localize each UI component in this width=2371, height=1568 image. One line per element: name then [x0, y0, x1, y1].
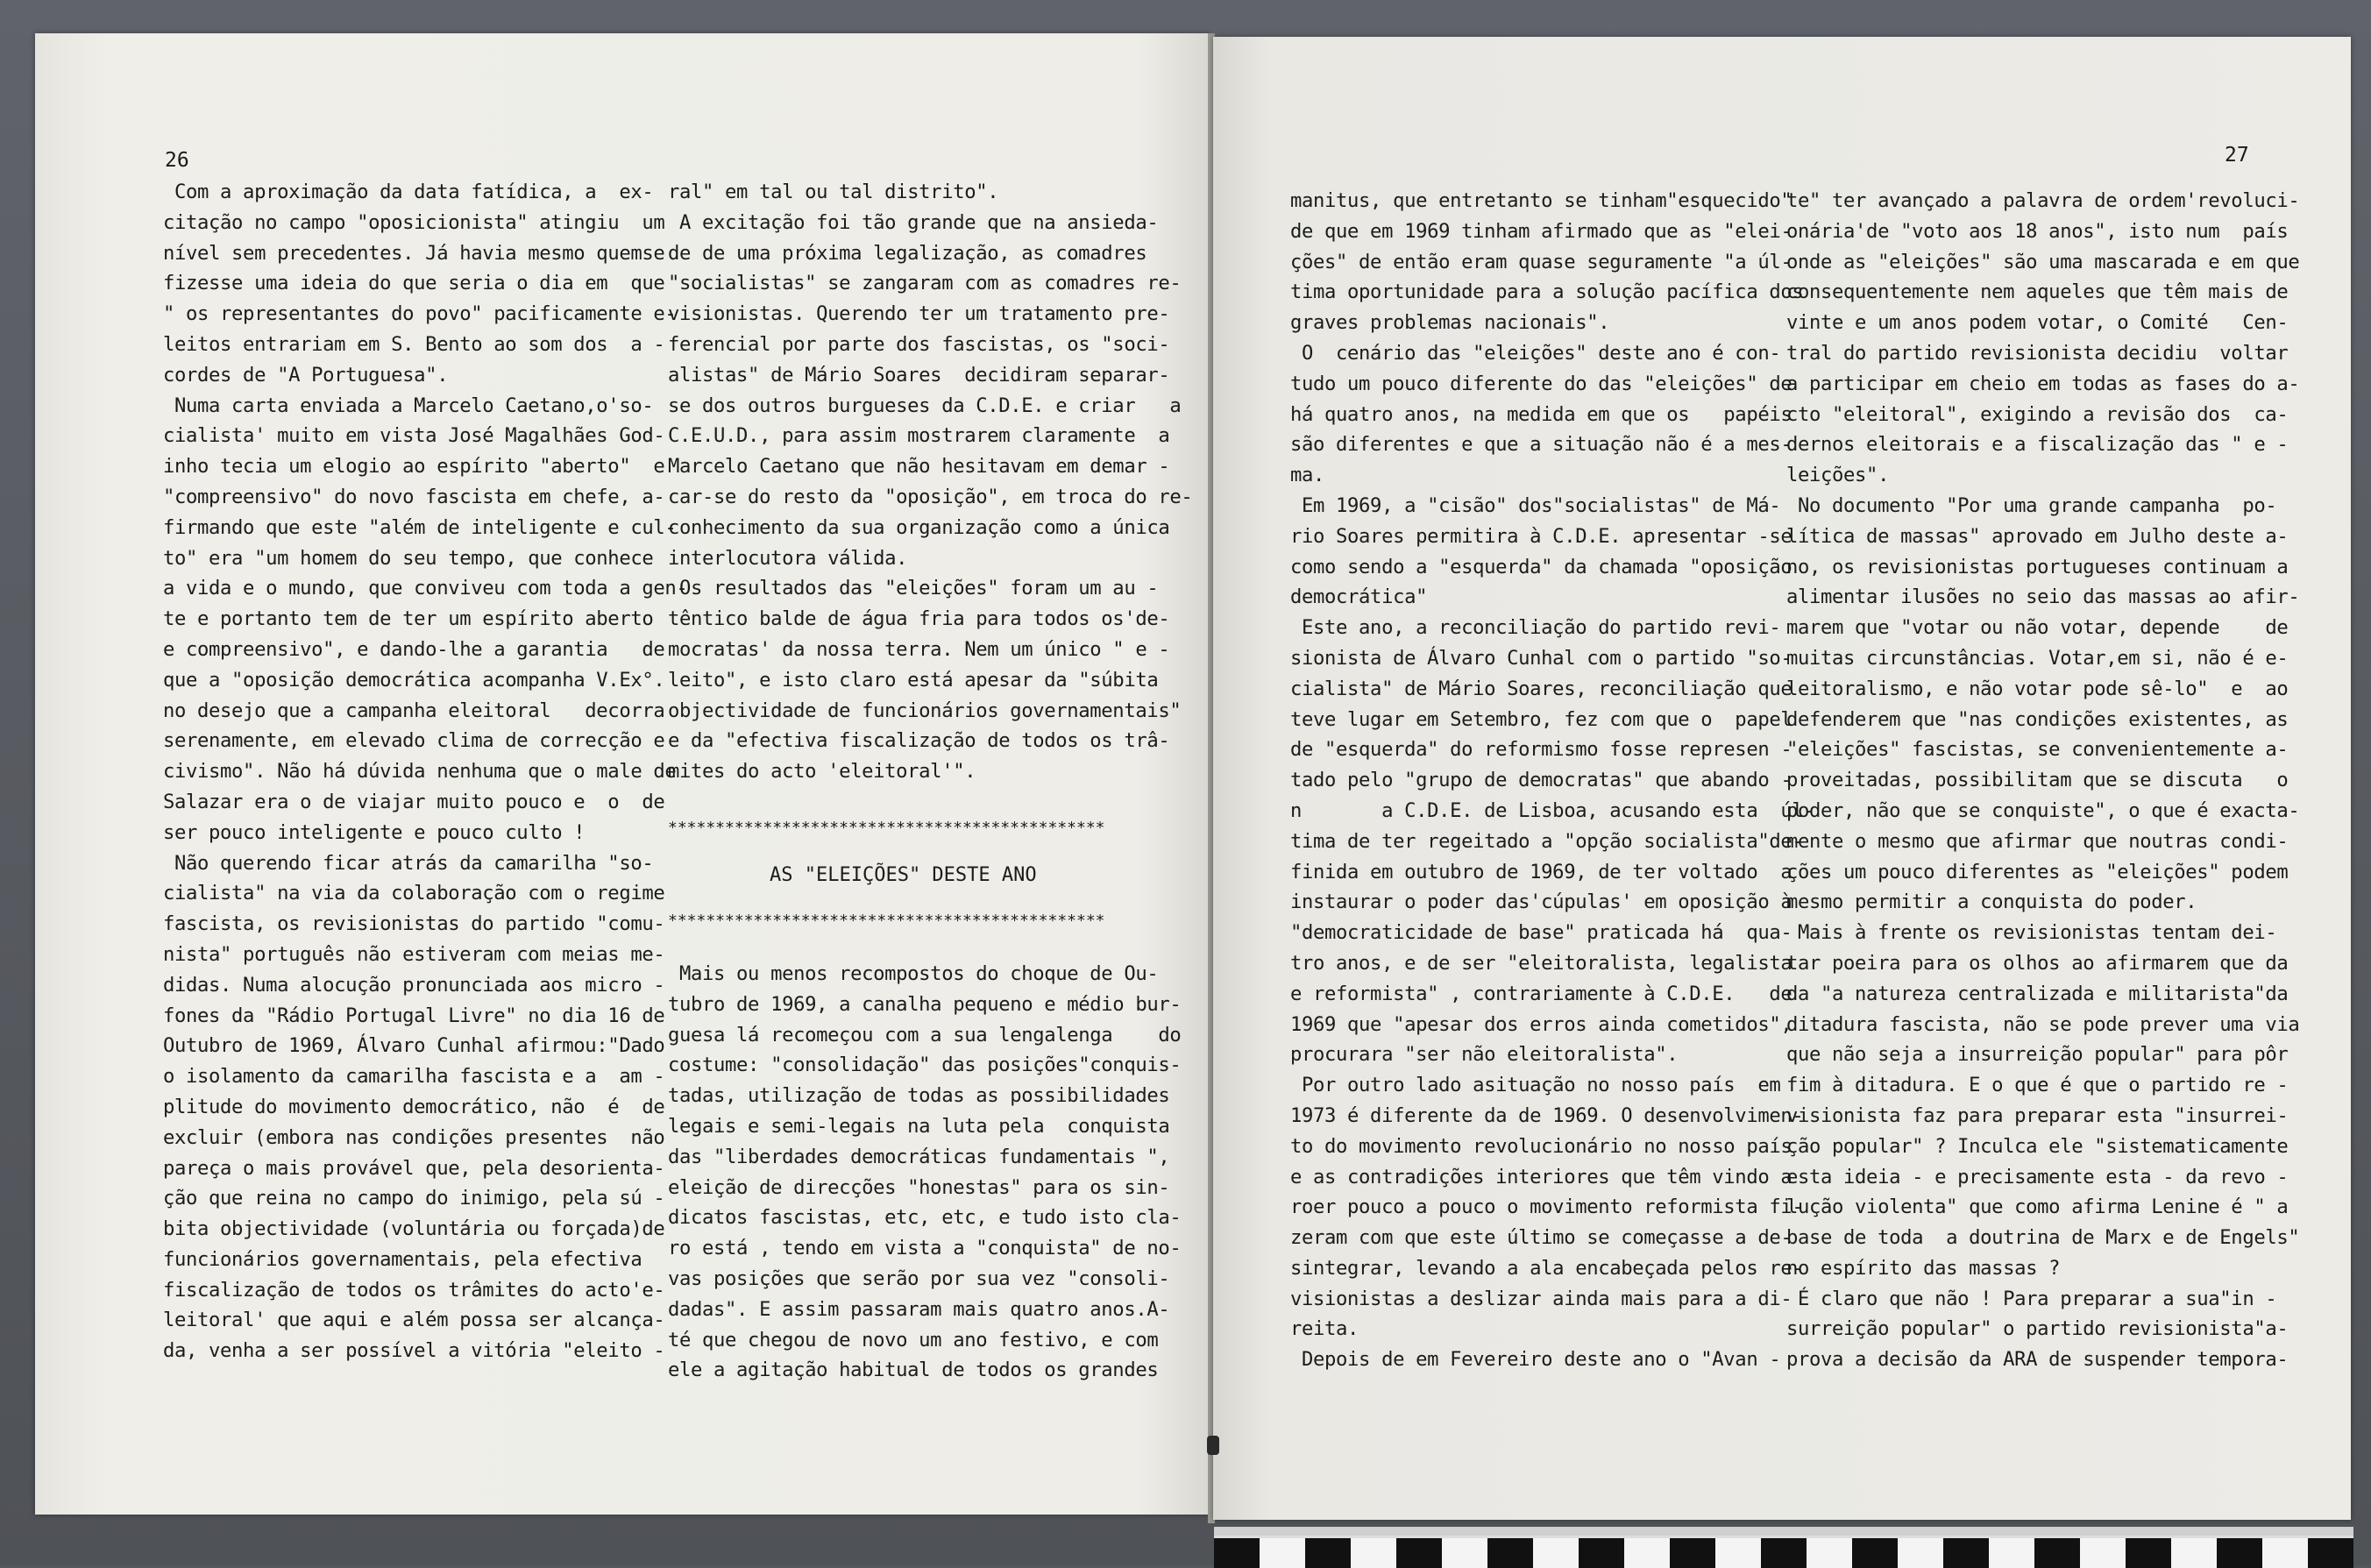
text-line: guesa lá recomeçou com a sua lengalenga do: [668, 1023, 1182, 1047]
text-line: Este ano, a reconciliação do partido revi-: [1290, 616, 1781, 640]
text-line: mente o mesmo que afirmar que noutras condi-: [1786, 829, 2289, 853]
text-line: to" era "um homem do seu tempo, que conhece: [163, 546, 654, 570]
text-line: Mais à frente os revisionistas tentam dei-: [1786, 921, 2277, 945]
text-line: tar poeira para os olhos ao afirmarem que da: [1786, 951, 2289, 975]
text-line: roer pouco a pouco o movimento reformista fi-: [1290, 1196, 1804, 1219]
section-title: AS "ELEIÇÕES" DESTE ANO: [770, 864, 1037, 886]
text-line: consequentemente nem aqueles que têm mais de: [1786, 280, 2289, 304]
text-line: te e portanto tem de ter um espírito aberto: [163, 607, 654, 631]
text-line: O cenário das "eleições" deste ano é con-: [1290, 341, 1781, 365]
text-line: "eleições" fascistas, se convenientemente a-: [1786, 738, 2289, 762]
text-line: onde as "eleições" são uma mascarada e em que: [1786, 250, 2300, 273]
text-line: leições".: [1786, 464, 1890, 487]
text-line: dernos eleitorais e a fiscalização das " e -: [1786, 433, 2289, 457]
text-line: leitos entrariam em S. Bento ao som dos a -: [163, 332, 665, 356]
text-line: Por outro lado asituação no nosso país em: [1290, 1074, 1781, 1097]
text-line: 1973 é diferente da de 1969. O desenvolvimen-: [1290, 1103, 1804, 1127]
text-line: leitoralismo, e não votar pode sê-lo" e ao: [1786, 677, 2289, 700]
text-line: ções um pouco diferentes as "eleições" podem: [1786, 860, 2289, 883]
text-line: "socialistas" se zangaram com as comadres re-: [668, 272, 1182, 295]
text-line: Os resultados das "eleições" foram um au -: [668, 577, 1159, 600]
scale-bar: [1214, 1536, 2353, 1568]
text-line: cialista" de Mário Soares, reconciliação que: [1290, 677, 1792, 700]
text-line: graves problemas nacionais".: [1290, 311, 1610, 335]
text-line: nista" português não estiveram com meias me-: [163, 942, 665, 966]
text-line: ser pouco inteligente e pouco culto !: [163, 820, 586, 844]
left-page-number: 26: [165, 149, 189, 172]
text-line: de que em 1969 tinham afirmado que as "elei-: [1290, 219, 1792, 243]
text-line: que não seja a insurreição popular" para pôr: [1786, 1043, 2289, 1067]
text-line: legais e semi-legais na luta pela conquista: [668, 1114, 1170, 1138]
section-rule-bottom: **********************************************: [668, 912, 1105, 930]
text-line: fiscalização de todos os trâmites do acto'e-: [163, 1278, 665, 1302]
text-line: cordes de "A Portuguesa".: [163, 363, 449, 387]
text-line: democrática": [1290, 585, 1428, 609]
text-line: muitas circunstâncias. Votar,em si, não é e-: [1786, 646, 2289, 670]
text-line: visionistas a deslizar ainda mais para a di-: [1290, 1287, 1792, 1310]
text-line: e compreensivo", e dando-lhe a garantia de: [163, 637, 665, 661]
text-line: proveitadas, possibilitam que se discuta o: [1786, 769, 2289, 792]
text-line: cto "eleitoral", exigindo a revisão dos ca-: [1786, 402, 2289, 426]
text-line: mites do acto 'eleitoral'".: [668, 760, 976, 784]
text-line: "compreensivo" do novo fascista em chefe, a-: [163, 485, 665, 508]
text-line: no espírito das massas ?: [1786, 1256, 2061, 1280]
scale-bar-border: [1214, 1527, 2353, 1536]
text-line: e da "efectiva fiscalização de todos os trâ-: [668, 729, 1170, 753]
text-line: se dos outros burgueses da C.D.E. e criar a: [668, 394, 1182, 417]
text-line: ral" em tal ou tal distrito".: [668, 181, 999, 203]
text-line: Não querendo ficar atrás da camarilha "so-: [163, 851, 654, 875]
text-line: Outubro de 1969, Álvaro Cunhal afirmou:"Dado: [163, 1034, 665, 1058]
text-line: civismo". Não há dúvida nenhuma que o male de: [163, 760, 677, 784]
text-line: fim à ditadura. E o que é que o partido re -: [1786, 1074, 2289, 1097]
text-line: costume: "consolidação" das posições"conquis-: [668, 1054, 1182, 1077]
text-line: defenderem que "nas condições existentes, as: [1786, 707, 2289, 731]
text-line: " os representantes do povo" pacificamente e-: [163, 302, 677, 326]
text-line: Com a aproximação da data fatídica, a ex-: [163, 181, 654, 203]
text-line: excluir (embora nas condições presentes não: [163, 1125, 665, 1149]
text-line: mocratas' da nossa terra. Nem um único " e -: [668, 637, 1170, 661]
text-line: No documento "Por uma grande campanha po-: [1786, 493, 2277, 517]
text-line: Numa carta enviada a Marcelo Caetano,o'so-: [163, 394, 654, 417]
text-line: no desejo que a campanha eleitoral decorra: [163, 699, 665, 722]
section-rule-top: **********************************************: [668, 819, 1105, 837]
text-line: das "liberdades democráticas fundamentais ",: [668, 1145, 1170, 1168]
text-line: tudo um pouco diferente do das "eleições" de: [1290, 372, 1792, 395]
left-page-column-1: [163, 177, 687, 1366]
text-line: alimentar ilusões no seio das massas ao afir-: [1786, 585, 2300, 609]
text-line: É claro que não ! Para preparar a sua"in -: [1786, 1287, 2277, 1310]
text-line: citação no campo "oposicionista" atingiu um: [163, 210, 665, 234]
text-line: cialista' muito em vista José Magalhães God-: [163, 424, 665, 448]
text-line: lítica de massas" aprovado em Julho deste a-: [1786, 524, 2289, 548]
text-line: procurara "ser não eleitoralista".: [1290, 1043, 1679, 1067]
right-page-number: 27: [2225, 144, 2249, 167]
text-line: ditadura fascista, não se pode prever uma via: [1786, 1012, 2300, 1036]
text-line: mesmo permitir a conquista do poder.: [1786, 890, 2197, 914]
text-line: objectividade de funcionários governamentais": [668, 699, 1182, 722]
text-line: e reformista" , contrariamente à C.D.E. de: [1290, 982, 1792, 1005]
text-line: da "a natureza centralizada e militarista"da: [1786, 982, 2289, 1005]
text-line: té que chegou de novo um ano festivo, e com: [668, 1328, 1159, 1352]
text-line: leitoral' que aqui e além possa ser alcança-: [163, 1309, 665, 1332]
text-line: tral do partido revisionista decidiu voltar: [1786, 341, 2289, 365]
text-line: te" ter avançado a palavra de ordem'revoluci-: [1786, 189, 2300, 212]
text-line: funcionários governamentais, pela efectiva: [163, 1247, 642, 1271]
text-line: base de toda a doutrina de Marx e de Engels": [1786, 1226, 2300, 1250]
text-line: fones da "Rádio Portugal Livre" no dia 16 de: [163, 1004, 665, 1027]
text-line: ele a agitação habitual de todos os grandes: [668, 1359, 1159, 1382]
text-line: Mais ou menos recompostos do choque de Ou-: [668, 962, 1159, 985]
text-line: vinte e um anos podem votar, o Comité Cen-: [1786, 311, 2289, 335]
text-line: Marcelo Caetano que não hesitavam em demar -: [668, 455, 1170, 479]
text-line: tado pelo "grupo de democratas" que abando -: [1290, 769, 1792, 792]
text-line: inho tecia um elogio ao espírito "aberto" e: [163, 455, 665, 479]
text-line: ção que reina no campo do inimigo, pela sú -: [163, 1187, 665, 1210]
text-line: teve lugar em Setembro, fez com que o papel: [1290, 707, 1792, 731]
text-line: ro está , tendo em vista a "conquista" de no-: [668, 1237, 1182, 1260]
text-line: dicatos fascistas, etc, etc, e tudo isto cla-: [668, 1206, 1182, 1230]
text-line: interlocutora válida.: [668, 546, 908, 570]
text-line: dadas". E assim passaram mais quatro anos.A-: [668, 1297, 1170, 1321]
text-line: onária'de "voto aos 18 anos", isto num país: [1786, 219, 2289, 243]
text-line: instaurar o poder das'cúpulas' em oposição à: [1290, 890, 1792, 914]
text-line: tubro de 1969, a canalha pequeno e médio bur-: [668, 992, 1182, 1016]
text-line: zeram com que este último se começasse a de-: [1290, 1226, 1792, 1250]
text-line: to do movimento revolucionário no nosso país: [1290, 1134, 1792, 1158]
text-line: manitus, que entretanto se tinham"esquecido": [1290, 189, 1792, 212]
text-line: visionista faz para preparar esta "insurrei-: [1786, 1103, 2289, 1127]
text-line: têntico balde de água fria para todos os'de-: [668, 607, 1170, 631]
text-line: nível sem precedentes. Já havia mesmo quemse: [163, 241, 665, 265]
text-line: didas. Numa alocução pronunciada aos micro -: [163, 973, 665, 997]
text-line: ção popular" ? Inculca ele "sistematicamente: [1786, 1134, 2289, 1158]
text-line: ma.: [1290, 464, 1325, 487]
left-page-column-2-bottom: [668, 959, 1181, 1386]
text-line: lução violenta" que como afirma Lenine é " a: [1786, 1196, 2289, 1219]
text-line: pareça o mais provável que, pela desorienta-: [163, 1156, 665, 1180]
text-line: Em 1969, a "cisão" dos"socialistas" de Má-: [1290, 493, 1781, 517]
text-line: leito", e isto claro está apesar da "súbita: [668, 668, 1159, 692]
text-line: de de uma próxima legalização, as comadres: [668, 241, 1147, 265]
text-line: como sendo a "esquerda" da chamada "oposição: [1290, 555, 1792, 578]
text-line: sionista de Álvaro Cunhal com o partido "so-: [1290, 646, 1792, 670]
text-line: tadas, utilização de todas as possibilidades: [668, 1084, 1170, 1108]
text-line: fizesse uma ideia do que seria o dia em que: [163, 272, 665, 295]
text-line: ferencial por parte dos fascistas, os "soci-: [668, 332, 1170, 356]
text-line: vas posições que serão por sua vez "consoli-: [668, 1266, 1170, 1290]
text-line: fascista, os revisionistas do partido "comu-: [163, 912, 665, 936]
binding-mark: [1207, 1436, 1219, 1455]
text-line: esta ideia - e precisamente esta - da revo -: [1786, 1165, 2289, 1188]
text-line: da, venha a ser possível a vitória "eleito -: [163, 1339, 665, 1363]
text-line: car-se do resto da "oposição", em troca do re-: [668, 485, 1193, 508]
text-line: firmando que este "além de inteligente e cul-: [163, 515, 677, 539]
text-line: a vida e o mundo, que conviveu com toda a gen-: [163, 577, 688, 600]
right-page-column-1: [1290, 186, 1814, 1375]
text-line: a participar em cheio em todas as fases do a-: [1786, 372, 2300, 395]
text-line: ções" de então eram quase seguramente "a úl-: [1290, 250, 1792, 273]
right-page-column-2: [1786, 186, 2299, 1375]
text-line: marem que "votar ou não votar, depende de: [1786, 616, 2289, 640]
text-line: e as contradições interiores que têm vindo a: [1290, 1165, 1792, 1188]
text-line: Depois de em Fevereiro deste ano o "Avan -: [1290, 1348, 1781, 1372]
text-line: bita objectividade (voluntária ou forçada)de: [163, 1217, 665, 1241]
text-line: poder, não que se conquiste", o que é exacta-: [1786, 798, 2300, 822]
text-line: eleição de direcções "honestas" para os sin-: [668, 1175, 1170, 1199]
text-line: visionistas. Querendo ter um tratamento pre-: [668, 302, 1170, 326]
text-line: tro anos, e de ser "eleitoralista, legalista: [1290, 951, 1792, 975]
text-line: 1969 que "apesar dos erros ainda cometidos",: [1290, 1012, 1792, 1036]
text-line: de "esquerda" do reformismo fosse represen -: [1290, 738, 1792, 762]
left-page-column-2-top: [668, 177, 1192, 787]
text-line: A excitação foi tão grande que na ansieda-: [668, 210, 1159, 234]
text-line: há quatro anos, na medida em que os papéis: [1290, 402, 1792, 426]
text-line: C.E.U.D., para assim mostrarem claramente a: [668, 424, 1170, 448]
text-line: no, os revisionistas portugueses continuam a: [1786, 555, 2289, 578]
text-line: plitude do movimento democrático, não é de: [163, 1095, 665, 1118]
text-line: surreição popular" o partido revisionista"a-: [1786, 1317, 2289, 1341]
text-line: n a C.D.E. de Lisboa, acusando esta úl-: [1290, 798, 1815, 822]
text-line: que a "oposição democrática acompanha V.Ex°.: [163, 668, 665, 692]
text-line: serenamente, em elevado clima de correcção e: [163, 729, 665, 753]
text-line: cialista" na via da colaboração com o regime: [163, 882, 665, 905]
text-line: rio Soares permitira à C.D.E. apresentar -se: [1290, 524, 1792, 548]
text-line: Salazar era o de viajar muito pouco e o de: [163, 790, 665, 813]
text-line: "democraticidade de base" praticada há qua-: [1290, 921, 1792, 945]
text-line: sintegrar, levando a ala encabeçada pelos re-: [1290, 1256, 1804, 1280]
text-line: tima oportunidade para a solução pacífica dos: [1290, 280, 1804, 304]
text-line: prova a decisão da ARA de suspender tempora-: [1786, 1348, 2289, 1372]
text-line: conhecimento da sua organização como a única: [668, 515, 1170, 539]
text-line: reita.: [1290, 1317, 1359, 1341]
text-line: finida em outubro de 1969, de ter voltado a: [1290, 860, 1792, 883]
text-line: o isolamento da camarilha fascista e a am -: [163, 1065, 665, 1089]
text-line: alistas" de Mário Soares decidiram separar-: [668, 363, 1170, 387]
text-line: são diferentes e que a situação não é a mes-: [1290, 433, 1792, 457]
text-line: tima de ter regeitado a "opção socialista"de-: [1290, 829, 1804, 853]
